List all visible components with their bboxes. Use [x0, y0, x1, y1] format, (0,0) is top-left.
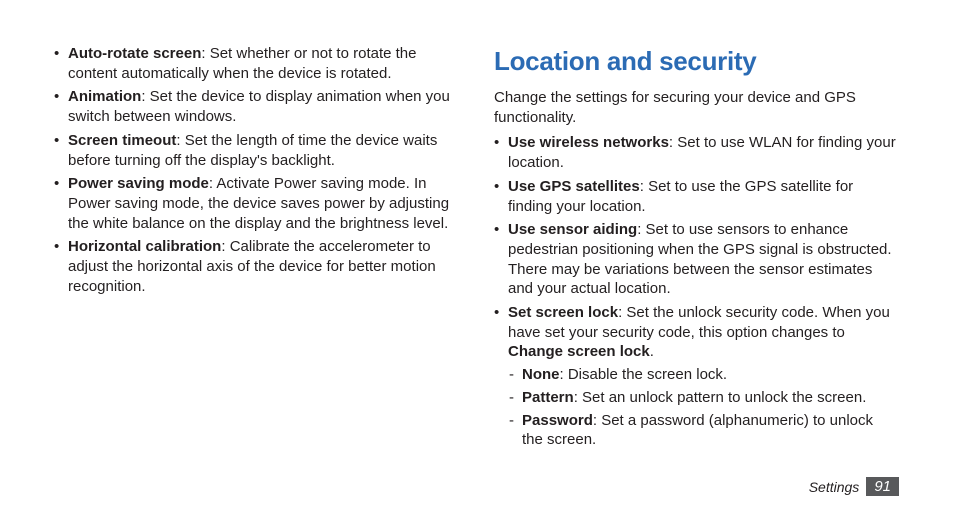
item-desc: : Set to use the GPS satellite for finding your location. [508, 177, 854, 215]
location-settings-list [494, 133, 898, 450]
page-number-badge: 91 [866, 477, 899, 496]
item-desc: : Set the length of time the device waits before turning off the display's backlight. [68, 131, 438, 169]
list-item [494, 303, 898, 450]
sub-list-item [508, 411, 898, 450]
left-column [54, 44, 462, 300]
item-desc: : Set the unlock security code. When you have set your security code, this option changes to [508, 304, 890, 341]
display-settings-list [54, 44, 462, 296]
item-term: Use sensor aiding [508, 221, 638, 239]
item-term: Auto-rotate screen [68, 45, 202, 62]
item-term: Horizontal calibration [68, 238, 222, 256]
item-term: Power saving mode [68, 175, 209, 193]
section-intro: Change the settings for securing your device and GPS functionality. [494, 89, 856, 126]
list-item [494, 133, 898, 172]
footer-section-label: Settings [808, 478, 860, 495]
list-item [54, 237, 462, 296]
list-item [494, 177, 898, 216]
item-desc-secondary: . [649, 343, 654, 361]
item-desc: : Set to use sensors to enhance pedestrian positioning when the GPS signal is obstructed. There may be variations between the sensor estimates and your actual location. [508, 221, 892, 298]
list-item [54, 131, 462, 170]
sub-item-term: Pattern [522, 388, 574, 406]
item-term: Screen timeout [68, 131, 177, 149]
sub-item-term: Password [522, 411, 593, 429]
sub-item-desc: : Disable the screen lock. [559, 366, 728, 384]
list-item [54, 44, 462, 83]
sub-item-term: None [522, 366, 560, 384]
item-desc: : Set whether or not to rotate the content automatically when the device is rotated. [68, 45, 417, 82]
list-item [494, 220, 898, 299]
item-term: Use GPS satellites [508, 177, 640, 195]
item-term: Use wireless networks [508, 134, 669, 152]
item-term-secondary: Change screen lock [508, 343, 650, 361]
item-desc: : Activate Power saving mode. In Power saving mode, the device saves power by adjusting the white balance on the display and the brightness level. [68, 175, 450, 232]
page-footer [809, 477, 899, 496]
item-desc: : Set the device to display animation when you switch between windows. [68, 88, 450, 126]
list-item [54, 174, 462, 233]
item-desc: : Calibrate the accelerometer to adjust the horizontal axis of the device for better motion recognition. [68, 238, 436, 295]
item-term: Animation [68, 88, 142, 106]
item-desc: : Set to use WLAN for finding your location. [508, 134, 896, 172]
sub-list-item [508, 388, 898, 408]
sub-item-desc: : Set a password (alphanumeric) to unlock the screen. [522, 411, 874, 449]
sub-item-desc: : Set an unlock pattern to unlock the screen. [573, 388, 867, 406]
item-term: Set screen lock [508, 304, 619, 322]
list-item [54, 87, 462, 126]
section-title: Location and security [494, 46, 757, 76]
right-column [494, 44, 898, 454]
sub-list-item [508, 365, 898, 385]
screen-lock-options [508, 365, 898, 450]
